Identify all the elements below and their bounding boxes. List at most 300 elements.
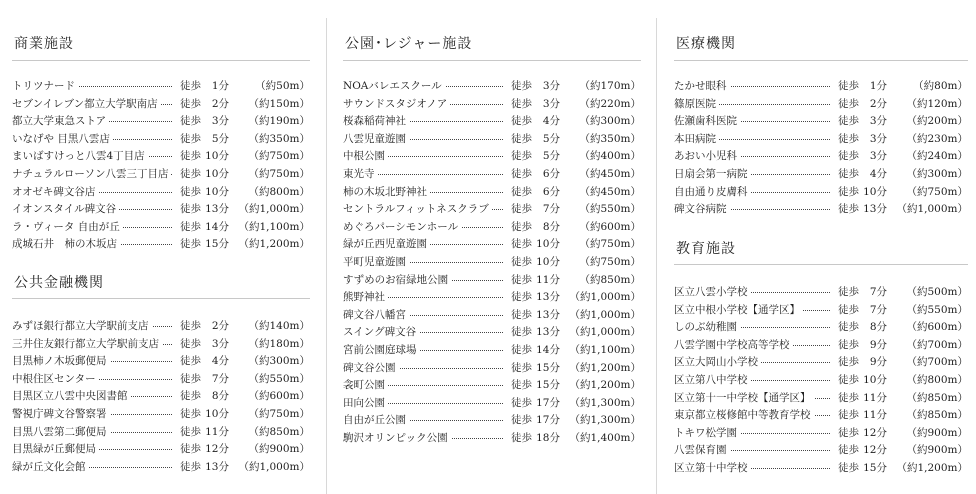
facility-name: 篠原医院 (674, 96, 719, 113)
walk-label: 徒歩 (511, 273, 532, 286)
facility-name: 警視庁碑文谷警察署 (12, 406, 110, 423)
facility-name: 碑文谷八幡宮 (343, 307, 409, 324)
walk-label: 徒歩 (180, 355, 201, 368)
walk-label: 徒歩 (180, 425, 201, 438)
distance: （約600m） (248, 390, 310, 403)
walk-minutes: 5分 (211, 132, 229, 145)
walk-minutes: 17分 (536, 396, 560, 409)
walk-minutes: 3分 (869, 115, 887, 128)
walk-minutes: 4分 (211, 355, 229, 368)
walk-minutes: 14分 (536, 344, 560, 356)
walk-minutes: 12分 (863, 444, 887, 457)
list-item (12, 318, 310, 335)
column-divider (326, 18, 327, 494)
facility-name: あおい小児科 (674, 148, 740, 165)
list-item (674, 131, 968, 148)
distance: （約200m） (906, 115, 968, 128)
walk-label: 徒歩 (838, 203, 859, 216)
walk-label: 徒歩 (838, 97, 859, 110)
facility-name: サウンドスタジオノア (343, 96, 450, 113)
walk-label: 徒歩 (180, 150, 201, 163)
list-item (674, 390, 968, 407)
distance: （約230m） (906, 132, 968, 145)
walk-minutes: 4分 (869, 168, 887, 180)
facility-name: 区立大岡山小学校 (674, 354, 761, 371)
facility-name: オオゼキ碑文谷店 (12, 184, 98, 201)
section-underline (343, 60, 641, 61)
distance: （約700m） (906, 356, 968, 369)
walk-minutes: 12分 (863, 426, 887, 439)
walk-minutes: 3分 (869, 150, 887, 163)
facility-name: みずほ銀行都立大学駅前支店 (12, 318, 152, 335)
distance: （約750m） (248, 168, 310, 180)
walk-minutes: 10分 (205, 168, 229, 180)
walk-label: 徒歩 (511, 80, 532, 92)
walk-minutes: 1分 (869, 80, 887, 92)
walk-minutes: 3分 (542, 97, 560, 110)
facility-name: 衾町公園 (343, 377, 388, 394)
list-item (12, 353, 310, 370)
distance: （約900m） (906, 426, 968, 439)
list-item (12, 424, 310, 441)
list-item (343, 201, 641, 218)
list-item (343, 96, 641, 113)
list-item (674, 460, 968, 477)
list-item (12, 236, 310, 253)
distance: （約900m） (248, 443, 310, 456)
list-item (343, 113, 641, 130)
walk-label: 徒歩 (511, 150, 532, 163)
facility-name: 成城石井 柿の木坂店 (12, 236, 120, 253)
distance: （約170m） (579, 80, 641, 92)
facility-name: いなげや 目黒八雲店 (12, 131, 113, 148)
facility-name: 中根住区センター (12, 371, 99, 388)
walk-minutes: 15分 (536, 379, 560, 392)
list-item (12, 148, 310, 165)
walk-minutes: 10分 (205, 408, 229, 420)
list-item (12, 388, 310, 405)
walk-label: 徒歩 (511, 115, 532, 128)
section-title-leisure: 公園･レジャー施設 (345, 36, 473, 52)
list-item (674, 302, 968, 319)
facility-name: 都立大学東急ストア (12, 113, 109, 130)
walk-label: 徒歩 (180, 185, 201, 198)
walk-label: 徒歩 (180, 115, 201, 128)
walk-label: 徒歩 (838, 426, 859, 439)
walk-minutes: 7分 (211, 372, 229, 385)
distance: （約190m） (248, 115, 310, 128)
walk-label: 徒歩 (838, 286, 859, 298)
facility-name: 宮前公園庭球場 (343, 342, 420, 359)
facility-name: たかせ眼科 (674, 78, 730, 95)
facility-name: 中根公園 (343, 148, 388, 165)
distance: （約400m） (579, 150, 641, 163)
distance: （約850m） (579, 273, 641, 286)
list-item (674, 372, 968, 389)
walk-minutes: 2分 (211, 320, 229, 332)
list-item (343, 324, 641, 341)
distance: （約1,200m） (238, 238, 310, 251)
distance: （約1,000m） (238, 203, 310, 216)
distance: （約1,400m） (569, 432, 641, 444)
list-item (674, 78, 968, 95)
walk-minutes: 3分 (542, 80, 560, 92)
walk-minutes: 11分 (536, 273, 560, 286)
walk-minutes: 13分 (205, 460, 229, 473)
facility-name: 自由が丘公園 (343, 412, 409, 429)
facility-name: 緑が丘文化会館 (12, 459, 89, 476)
list-item (343, 412, 641, 429)
walk-label: 徒歩 (511, 344, 532, 356)
walk-minutes: 13分 (536, 308, 560, 321)
distance: （約800m） (248, 185, 310, 198)
facility-name: ナチュラルローソン八雲三丁目店 (12, 166, 171, 183)
facility-name: 八雲保育園 (674, 442, 730, 459)
list-item (12, 201, 310, 218)
distance: （約1,000m） (569, 291, 641, 304)
distance: （約300m） (579, 115, 641, 128)
walk-label: 徒歩 (511, 238, 532, 251)
facility-name: 目黒区立八雲中央図書館 (12, 388, 131, 405)
section-title-finance: 公共金融機関 (14, 275, 104, 291)
list-item (12, 78, 310, 95)
distance: （約240m） (906, 150, 968, 163)
distance: （約150m） (248, 97, 310, 110)
facility-name: 三井住友銀行都立大学駅前支店 (12, 336, 162, 353)
walk-minutes: 2分 (211, 97, 229, 110)
walk-minutes: 10分 (863, 374, 887, 386)
walk-minutes: 6分 (542, 168, 560, 180)
list-item (12, 219, 310, 236)
list-item (12, 166, 310, 183)
walk-minutes: 9分 (869, 338, 887, 351)
list-item (674, 319, 968, 336)
distance: （約1,200m） (896, 462, 968, 474)
facility-name: 本田病院 (674, 131, 719, 148)
distance: （約600m） (906, 321, 968, 334)
walk-minutes: 7分 (869, 286, 887, 298)
walk-minutes: 10分 (536, 238, 560, 251)
walk-minutes: 13分 (536, 291, 560, 304)
list-item (343, 360, 641, 377)
distance: （約450m） (579, 168, 641, 180)
walk-label: 徒歩 (838, 338, 859, 351)
walk-minutes: 10分 (863, 185, 887, 198)
list-item (674, 354, 968, 371)
facility-name: 駒沢オリンピック公園 (343, 430, 451, 447)
list-item (343, 78, 641, 95)
distance: （約300m） (906, 168, 968, 180)
column-divider (656, 18, 657, 494)
facility-name: 区立中根小学校【通学区】 (674, 302, 803, 319)
walk-label: 徒歩 (511, 132, 532, 145)
walk-minutes: 13分 (205, 203, 229, 216)
section-title-education: 教育施設 (676, 241, 736, 257)
walk-label: 徒歩 (180, 97, 201, 110)
walk-label: 徒歩 (180, 320, 201, 332)
walk-label: 徒歩 (511, 432, 532, 444)
walk-minutes: 12分 (205, 443, 229, 456)
walk-minutes: 15分 (863, 462, 887, 474)
facility-name: 区立第十中学校 (674, 460, 751, 477)
walk-minutes: 9分 (869, 356, 887, 369)
list-item (12, 131, 310, 148)
distance: （約750m） (248, 408, 310, 420)
facility-name: 自由通り皮膚科 (674, 184, 751, 201)
walk-label: 徒歩 (838, 115, 859, 128)
walk-label: 徒歩 (511, 256, 532, 268)
facility-name: 東京都立桜修館中等教育学校 (674, 407, 814, 424)
facility-name: 桜森稲荷神社 (343, 113, 409, 130)
walk-label: 徒歩 (180, 80, 201, 92)
facility-name: めぐろパーシモンホール (343, 219, 461, 236)
list-item (343, 395, 641, 412)
distance: （約1,000m） (896, 203, 968, 216)
list-item (12, 184, 310, 201)
distance: （約220m） (579, 97, 641, 110)
walk-label: 徒歩 (838, 80, 859, 92)
distance: （約550m） (248, 372, 310, 385)
list-item (343, 148, 641, 165)
distance: （約1,100m） (569, 344, 641, 356)
walk-label: 徒歩 (838, 374, 859, 386)
distance: （約550m） (906, 303, 968, 316)
walk-label: 徒歩 (180, 372, 201, 385)
facility-name: 日扇会第一病院 (674, 166, 751, 183)
list-item (12, 441, 310, 458)
list-item (12, 336, 310, 353)
list-item (674, 166, 968, 183)
distance: （約600m） (579, 220, 641, 233)
distance: （約850m） (906, 409, 968, 422)
walk-label: 徒歩 (838, 168, 859, 180)
facility-name: 熊野神社 (343, 289, 388, 306)
list-item (343, 219, 641, 236)
distance: （約750m） (906, 185, 968, 198)
walk-minutes: 2分 (869, 97, 887, 110)
walk-label: 徒歩 (511, 185, 532, 198)
distance: （約300m） (248, 355, 310, 368)
facility-name: 区立第八中学校 (674, 372, 751, 389)
distance: （約1,000m） (569, 326, 641, 339)
facility-name: トキワ松学園 (674, 425, 740, 442)
distance: （約750m） (579, 256, 641, 268)
list-item (343, 307, 641, 324)
list-item (674, 201, 968, 218)
list-item (343, 254, 641, 271)
list-item (343, 166, 641, 183)
walk-minutes: 15分 (205, 238, 229, 251)
list-item (12, 459, 310, 476)
walk-minutes: 3分 (211, 115, 229, 128)
list-item (343, 272, 641, 289)
walk-label: 徒歩 (511, 97, 532, 110)
list-item (674, 148, 968, 165)
distance: （約700m） (906, 338, 968, 351)
list-item (343, 184, 641, 201)
distance: （約350m） (248, 132, 310, 145)
walk-label: 徒歩 (180, 408, 201, 420)
walk-label: 徒歩 (180, 168, 201, 180)
walk-label: 徒歩 (180, 238, 201, 251)
list-item (12, 371, 310, 388)
distance: （約1,300m） (569, 396, 641, 409)
walk-label: 徒歩 (511, 361, 532, 374)
walk-label: 徒歩 (838, 391, 859, 404)
list-item (674, 425, 968, 442)
facility-name: 目黒八雲第二郵便局 (12, 424, 110, 441)
distance: （約750m） (579, 238, 641, 251)
list-item (674, 113, 968, 130)
walk-label: 徒歩 (838, 150, 859, 163)
list-item (674, 407, 968, 424)
facility-name: 平町児童遊園 (343, 254, 409, 271)
distance: （約450m） (579, 185, 641, 198)
walk-label: 徒歩 (511, 168, 532, 180)
list-item (343, 377, 641, 394)
walk-label: 徒歩 (511, 414, 532, 427)
list-item (343, 430, 641, 447)
facility-name: しのぶ幼稚園 (674, 319, 740, 336)
distance: （約550m） (579, 203, 641, 216)
walk-minutes: 13分 (863, 203, 887, 216)
facility-name: スイング碑文谷 (343, 324, 419, 341)
walk-label: 徒歩 (180, 337, 201, 350)
walk-minutes: 17分 (536, 414, 560, 427)
walk-label: 徒歩 (180, 203, 201, 216)
list-item (674, 184, 968, 201)
distance: （約1,100m） (238, 220, 310, 233)
facility-name: イオンスタイル碑文谷 (12, 201, 119, 218)
section-title-medical: 医療機関 (676, 36, 736, 52)
facility-name: 田向公園 (343, 395, 388, 412)
distance: （約180m） (248, 337, 310, 350)
facility-name: 八雲児童遊園 (343, 131, 409, 148)
walk-label: 徒歩 (180, 443, 201, 456)
facility-name: 区立八雲小学校 (674, 284, 751, 301)
walk-label: 徒歩 (838, 303, 859, 316)
distance: （約1,000m） (238, 460, 310, 473)
walk-minutes: 8分 (211, 390, 229, 403)
distance: （約1,200m） (569, 379, 641, 392)
facility-name: 柿の木坂北野神社 (343, 184, 430, 201)
list-item (674, 284, 968, 301)
walk-minutes: 15分 (536, 361, 560, 374)
walk-label: 徒歩 (180, 132, 201, 145)
walk-minutes: 10分 (536, 256, 560, 268)
walk-label: 徒歩 (838, 462, 859, 474)
section-underline (12, 298, 310, 299)
facility-name: 佐瀬歯科医院 (674, 113, 740, 130)
facility-name: 碑文谷病院 (674, 201, 730, 218)
walk-label: 徒歩 (511, 396, 532, 409)
walk-label: 徒歩 (838, 444, 859, 457)
distance: （約140m） (248, 320, 310, 332)
facility-name: 区立第十一中学校【通学区】 (674, 390, 814, 407)
walk-label: 徒歩 (838, 132, 859, 145)
walk-label: 徒歩 (511, 291, 532, 304)
distance: （約1,000m） (569, 308, 641, 321)
distance: （約850m） (248, 425, 310, 438)
list-item (343, 289, 641, 306)
distance: （約80m） (913, 80, 968, 92)
list-item (12, 96, 310, 113)
facility-name: すずめのお宿緑地公園 (343, 272, 451, 289)
facility-name: NOAバレエスクール (343, 78, 445, 95)
walk-label: 徒歩 (838, 185, 859, 198)
walk-minutes: 3分 (211, 337, 229, 350)
walk-minutes: 1分 (211, 80, 229, 92)
list-item (343, 236, 641, 253)
walk-minutes: 11分 (205, 425, 229, 438)
list-item (343, 342, 641, 359)
walk-label: 徒歩 (838, 321, 859, 334)
walk-label: 徒歩 (511, 220, 532, 233)
facility-name: 目黒柿ノ木坂郵便局 (12, 353, 110, 370)
list-item (343, 131, 641, 148)
facility-name: 東光寺 (343, 166, 378, 183)
facility-name: トリツナード (12, 78, 78, 95)
section-underline (674, 264, 968, 265)
walk-label: 徒歩 (511, 308, 532, 321)
list-item (12, 406, 310, 423)
facility-name: 目黒緑が丘郵便局 (12, 441, 99, 458)
section-underline (12, 60, 310, 61)
distance: （約800m） (906, 374, 968, 386)
list-item (12, 113, 310, 130)
section-title-commercial: 商業施設 (14, 36, 74, 52)
distance: （約750m） (248, 150, 310, 163)
walk-minutes: 4分 (542, 115, 560, 128)
distance: （約900m） (906, 444, 968, 457)
walk-minutes: 3分 (869, 132, 887, 145)
walk-label: 徒歩 (180, 460, 201, 473)
walk-minutes: 13分 (536, 326, 560, 339)
distance: （約50m） (255, 80, 310, 92)
walk-minutes: 5分 (542, 150, 560, 163)
section-underline (674, 60, 968, 61)
walk-minutes: 10分 (205, 185, 229, 198)
walk-minutes: 6分 (542, 185, 560, 198)
walk-minutes: 7分 (869, 303, 887, 316)
distance: （約120m） (906, 97, 968, 110)
walk-minutes: 5分 (542, 132, 560, 145)
walk-minutes: 14分 (205, 220, 229, 233)
walk-minutes: 18分 (536, 432, 560, 444)
distance: （約1,200m） (569, 361, 641, 374)
distance: （約850m） (906, 391, 968, 404)
facility-name: 緑が丘西児童遊園 (343, 236, 430, 253)
walk-minutes: 11分 (863, 409, 887, 422)
walk-minutes: 11分 (863, 391, 887, 404)
walk-label: 徒歩 (511, 203, 532, 216)
list-item (674, 337, 968, 354)
facility-name: ラ・ヴィータ 自由が丘 (12, 219, 123, 236)
facility-name: 碑文谷公園 (343, 360, 399, 377)
facility-name: 八雲学園中学校高等学校 (674, 337, 793, 354)
walk-minutes: 7分 (542, 203, 560, 216)
walk-minutes: 10分 (205, 150, 229, 163)
facility-name: セントラルフィットネスクラブ (343, 201, 492, 218)
walk-minutes: 8分 (869, 321, 887, 334)
walk-label: 徒歩 (180, 390, 201, 403)
list-item (674, 442, 968, 459)
walk-label: 徒歩 (511, 326, 532, 339)
walk-label: 徒歩 (838, 409, 859, 422)
walk-minutes: 8分 (542, 220, 560, 233)
facility-name: セブンイレブン都立大学駅南店 (12, 96, 161, 113)
list-item (674, 96, 968, 113)
